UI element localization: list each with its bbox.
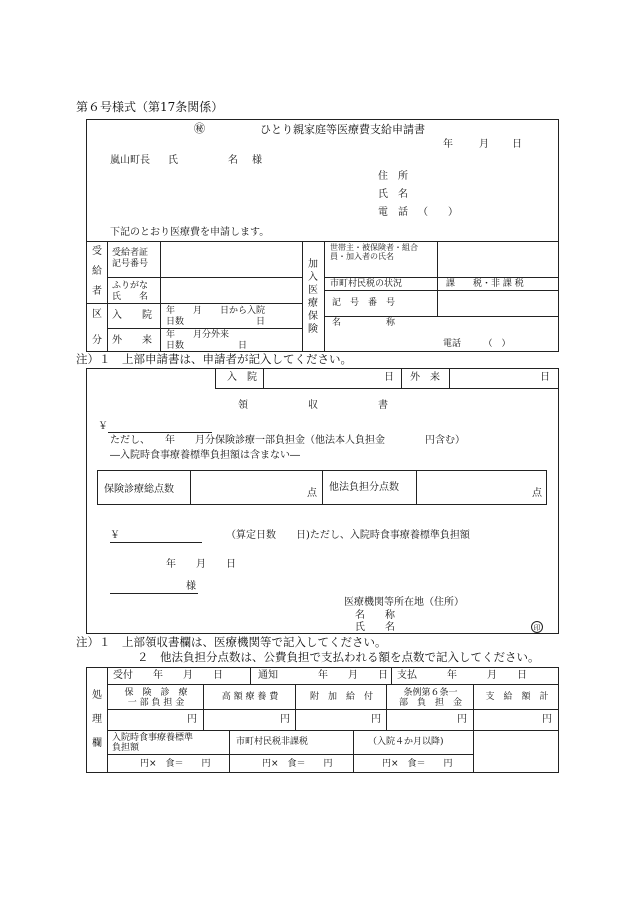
yen-col-5: 円 [542,714,552,725]
note-2-1: 注）１ 上部領収書欄は、医療機関等で記入してください。 [76,635,387,649]
receipt-proviso-2: ―入院時食事療養標準負担額は含まない― [110,450,300,461]
receipt-outpatient-unit: 日 [540,372,550,383]
furigana-label: ふりがな 氏 名 [112,281,149,302]
tax-status-label: 市町村民税の状況 [330,279,403,289]
facility-name: 名 称 [355,610,395,621]
col-additional-benefit: 附 加 給 付 [309,692,373,702]
note-2-2: ２ 他法負担分点数は、公費負担で支払われる額を点数で記入してください。 [137,650,540,664]
other-points-label: 他法負担分点数 [329,482,399,493]
confidential-mark: ㊙ [194,122,205,135]
meal-yen-mark: ￥ [110,530,120,541]
inpatient-label: 入 院 [112,310,152,321]
app-date-year: 年 [443,139,453,150]
application-title: ひとり親家庭等医療費支給申請書 [260,123,425,136]
meal-calc-2: 円× 食＝ 円 [262,759,333,769]
receipt-outpatient-label: 外 来 [410,372,440,383]
col-insurance-copay: 保 険 診 療 一 部 負 担 金 [124,688,188,708]
meal-text: （算定日数 日)ただし、入院時食事療養標準負担額 [226,530,470,541]
processing-received: 受付 年 月 日 [113,670,223,681]
note-1: 注）１ 上部申請書は、申請者が記入してください。 [76,352,352,366]
insurer-phone: 電話 （ ） [443,339,511,349]
addressee-name-label: 氏 [168,155,178,166]
side-char-5: 分 [92,335,102,346]
request-text: 下記のとおり医療費を申請します。 [110,227,270,238]
processing-notified: 通知 年 月 日 [258,670,388,681]
name-label: 氏 名 [378,189,408,200]
side-char-1: 受 [92,246,102,257]
inpatient-days: 年 月 日から入院 日数 日 [166,306,266,327]
insurance-side-label: 加入医療保険 [308,259,318,335]
yen-col-4: 円 [457,714,467,725]
receipt-title: 領 収 書 [238,400,388,411]
meal-calc-3: 円× 食＝ 円 [382,759,453,769]
addressee-name-label-2: 名 [228,155,238,166]
side-char-4: 区 [92,309,102,320]
symbol-number-label: 記 号 番 号 [332,298,396,308]
receipt-proviso-1: ただし、 年 月分保険診療一部負担金（他法本人負担金 円含む） [110,435,465,446]
phone-parens: （ ） [418,207,458,218]
meal-calc-1: 円× 食＝ 円 [140,759,211,769]
col-ordinance-copay: 条例第６条一 部 負 担 金 [398,688,462,708]
col-total-payment: 支 給 額 計 [485,692,549,702]
processing-side-label: 処理欄 [92,690,102,749]
yen-col-1: 円 [187,714,197,725]
receipt-inpatient-unit: 日 [384,372,394,383]
processing-section [86,667,559,773]
yen-col-3: 円 [371,714,381,725]
total-points-label: 保険診療総点数 [104,484,174,495]
after-4-months-header: （入院４か月以降) [368,737,444,747]
app-date-day: 日 [512,139,522,150]
phone-label: 電 話 [378,207,408,218]
side-char-3: 者 [92,286,102,297]
facility-person: 氏 名 [355,622,395,633]
receipt-inpatient-label: 入 院 [227,372,257,383]
app-date-month: 月 [479,139,489,150]
receipt-yen-mark: ￥ [98,421,108,432]
tax-status-value: 課 税・非 課 税 [446,279,524,289]
side-char-2: 給 [92,266,102,277]
total-points-unit: 点 [307,488,317,499]
householder-label: 世帯主・被保険者・組合員・加入者の氏名 [330,243,418,261]
tax-exempt-header: 市町村民税非課税 [236,737,309,747]
addressee: 嵐山町長 [110,155,150,166]
facility-seal-icon: 印 [531,621,543,633]
addressee-suffix: 様 [252,155,262,166]
cert-no-label: 受給者証 記号番号 [112,248,149,269]
insurer-label: 名 称 [332,318,396,328]
col-high-cost: 高 額 療 養 費 [221,692,279,702]
outpatient-label: 外 来 [112,335,152,346]
receipt-date: 年 月 日 [166,559,236,570]
receipt-sama: 様 [186,581,196,592]
meal-header: 入院時食事療養標準 負担額 [112,733,194,753]
other-points-unit: 点 [532,488,542,499]
outpatient-days: 年 月分外来 日数 日 [166,330,248,351]
facility-address: 医療機関等所在地（住所） [344,597,464,608]
yen-col-2: 円 [280,714,290,725]
processing-paid: 支払 年 月 日 [397,670,527,681]
form-number: 第６号様式（第17条関係） [76,100,224,114]
address-label: 住 所 [378,171,408,182]
